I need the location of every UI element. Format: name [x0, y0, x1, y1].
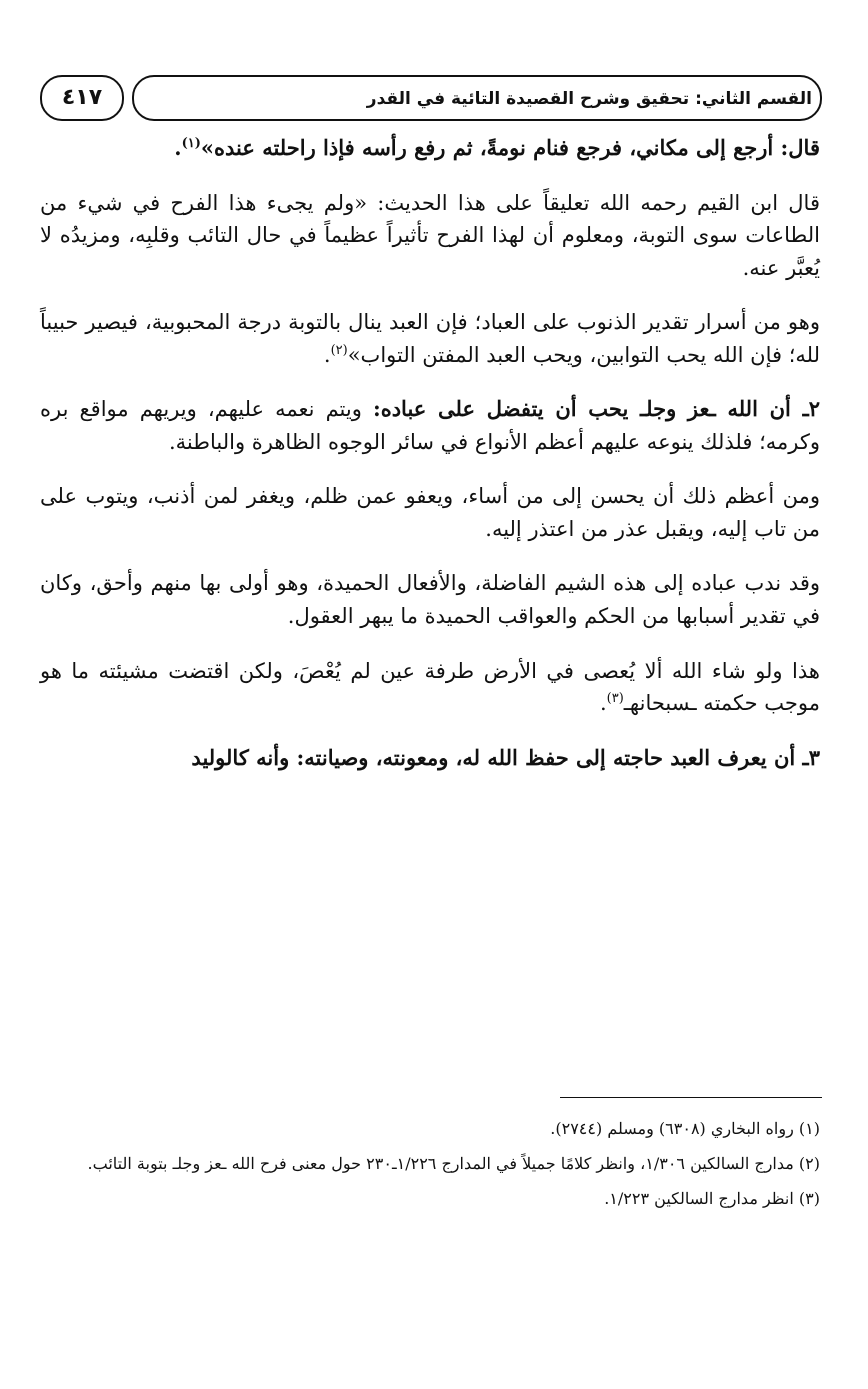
paragraph-text: هذا ولو شاء الله ألا يُعصى في الأرض طرفة عين لم يُعْصَ، ولكن اقتضت مشيئته ما هو موجب حكمته ـسبحانهـ — [40, 658, 820, 716]
main-text — [40, 132, 820, 796]
paragraph-forgiveness: ومن أعظم ذلك أن يحسن إلى من أساء، ويعفو عمن ظلم، ويغفر لمن أذنب، ويتوب على من تاب إليه، ويقبل عذر من اعتذر إليه. — [40, 484, 820, 541]
footnote-ref-1: (١) — [181, 136, 201, 151]
point-2-text: ويتم نعمه عليهم، ويريهم مواقع بره وكرمه؛ فلذلك ينوعه عليهم أعظم الأنواع في سائر الوجوه الظاهرة والباطنة. — [40, 397, 820, 454]
running-header-title: القسم الثاني: تحقيق وشرح القصيدة التائية في القدر — [132, 75, 822, 121]
footnote-ref-3: (٣) — [606, 691, 624, 707]
footnote-2: (٢) مدارج السالكين ١/٣٠٦، وانظر كلامًا جميلاً في المدارج ١/٢٢٦ـ٢٣٠ حول معنى فرح الله ـعز وجلـ بتوبة التائب. — [87, 1154, 820, 1174]
paragraph-point-2 — [40, 393, 820, 458]
footnotes — [40, 1115, 820, 1221]
point-2-heading: ٢ـ أن الله ـعز وجلـ يحب أن يتفضل على عباده: — [372, 396, 820, 422]
point-3-text: وأنه كالوليد — [191, 744, 297, 770]
footnote-1: (١) رواه البخاري (٦٣٠٨) ومسلم (٢٧٤٤). — [550, 1119, 820, 1138]
paragraph-hadith-end: قال: أرجع إلى مكاني، فرجع فنام نومةً، ثم رفع رأسه فإذا راحلته عنده»$^{(١)}$. — [174, 135, 820, 160]
point-3-heading: ٣ـ أن يعرف العبد حاجته إلى حفظ الله له، ومعونته، وصيانته: — [296, 744, 820, 770]
paragraph-secrets-of-sins: وهو من أسرار تقدير الذنوب على العباد؛ فإن العبد ينال بالتوبة درجة المحبوبية، فيصير حبيباً لله؛ فإن الله يحب التوابين، ويحب العبد المفتن التواب»$^{(٢)}$. — [40, 310, 820, 367]
paragraph-virtues: وقد ندب عباده إلى هذه الشيم الفاضلة، والأفعال الحميدة، وهو أولى بها منهم وأحق، وكان في تقدير أسبابها من الحكم والعواقب الحميدة ما يبهر العقول. — [40, 571, 820, 629]
page-number: ٤١٧ — [40, 75, 124, 121]
paragraph-text: وهو من أسرار تقدير الذنوب على العباد؛ فإن العبد ينال بالتوبة درجة المحبوبية، فيصير حبيباً لله؛ فإن الله يحب التوابين، ويحب العبد المفتن التواب» — [40, 310, 820, 367]
paragraph-divine-will: هذا ولو شاء الله ألا يُعصى في الأرض طرفة عين لم يُعْصَ، ولكن اقتضت مشيئته ما هو موجب حكمته ـسبحانهـ$^{(٣)}$. — [40, 658, 820, 716]
footnote-separator — [560, 1097, 822, 1098]
footnote-3: (٣) انظر مدارج السالكين ١/٢٢٣. — [604, 1189, 820, 1209]
paragraph-text: قال: أرجع إلى مكاني، فرجع فنام نومةً، ثم رفع رأسه فإذا راحلته عنده» — [200, 135, 820, 160]
page-header — [40, 75, 822, 125]
footnote-ref-2: (٢) — [330, 342, 348, 358]
paragraph-point-3 — [40, 742, 820, 775]
paragraph-ibn-qayyim-comment: قال ابن القيم رحمه الله تعليقاً على هذا الحديث: «ولم يجىء هذا الفرح في شيء من الطاعات سوى التوبة، ومعلوم أن لهذا الفرح تأثيراً عظيماً في حال التائب وقلبِه، ومزيدُه لا يُعبَّر عنه. — [40, 190, 820, 280]
